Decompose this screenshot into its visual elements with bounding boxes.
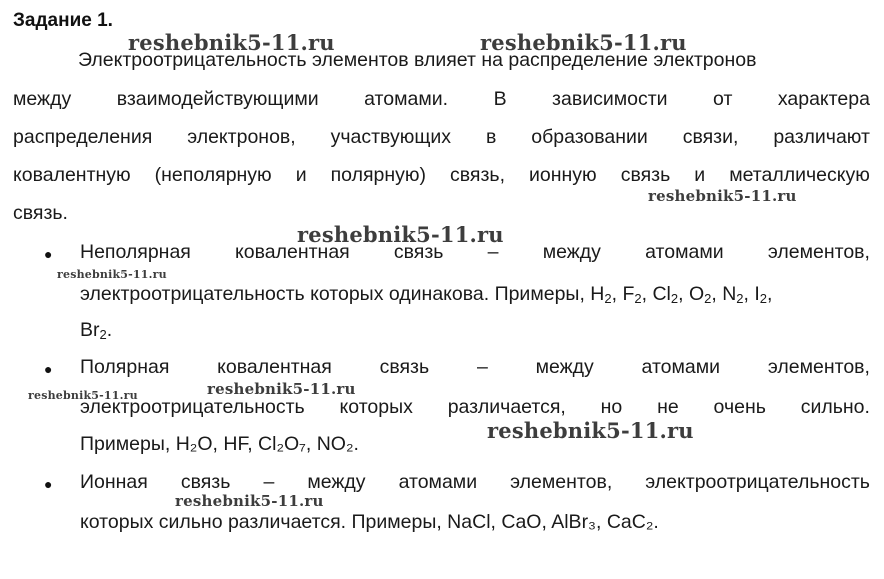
formula: $N_2$ bbox=[722, 283, 744, 306]
word: атомами bbox=[641, 356, 721, 378]
intro-line-4 bbox=[13, 163, 870, 187]
watermark: reshebnik5-11.ru bbox=[28, 389, 138, 402]
word: и bbox=[694, 164, 706, 186]
word: и bbox=[295, 164, 307, 186]
word: связь bbox=[379, 356, 430, 378]
formula: $Cl_2$ bbox=[652, 283, 679, 306]
formula: $H_2$ bbox=[590, 283, 612, 306]
word: характера bbox=[777, 88, 870, 110]
watermark: reshebnik5-11.ru bbox=[648, 187, 797, 205]
word: связи, bbox=[682, 126, 739, 148]
word: ковалентная bbox=[217, 356, 332, 378]
word: связь bbox=[393, 241, 444, 263]
bullet-2-line-3 bbox=[80, 432, 359, 456]
bullet-1-formulas: $H_2$, $F_2$, $Cl_2$, $O_2$, $N_2$, $I_2$, bbox=[590, 283, 773, 306]
word: ионную bbox=[529, 164, 597, 186]
word: Ионная bbox=[80, 471, 148, 493]
bullet-3-line-1 bbox=[80, 470, 870, 494]
word: – bbox=[476, 356, 488, 378]
formula: $F_2$ bbox=[622, 283, 642, 306]
word: элементов, bbox=[767, 356, 870, 378]
word: сильно. bbox=[800, 396, 870, 418]
word: взаимодействующими bbox=[116, 88, 319, 110]
word: между bbox=[307, 471, 366, 493]
word: – bbox=[263, 471, 275, 493]
intro-line-1: Электроотрицательность элементов влияет на распределение электронов bbox=[78, 49, 757, 71]
word: В bbox=[493, 88, 507, 110]
word: – bbox=[487, 241, 499, 263]
watermark: reshebnik5-11.ru bbox=[297, 222, 504, 247]
task-title: Задание 1. bbox=[13, 10, 113, 31]
word: электронов, bbox=[187, 126, 296, 148]
bullet-1-line-2 bbox=[80, 282, 772, 306]
bullet-marker-3: ● bbox=[44, 476, 53, 492]
bullet-marker-2: ● bbox=[44, 361, 53, 377]
word: различается, bbox=[447, 396, 566, 418]
intro-line-5: связь. bbox=[13, 202, 68, 224]
word: элементов, bbox=[767, 241, 870, 263]
word: различают bbox=[773, 126, 870, 148]
word: очень bbox=[713, 396, 766, 418]
word: распределения bbox=[13, 126, 153, 148]
bullet-1-text: электроотрицательность которых одинакова. Примеры, bbox=[80, 283, 591, 305]
bullet-2-prefix: Примеры, bbox=[80, 433, 176, 455]
word: между bbox=[535, 356, 594, 378]
word: (неполярную bbox=[154, 164, 272, 186]
word: электроотрицательность bbox=[80, 396, 305, 418]
word: между bbox=[542, 241, 601, 263]
word: ковалентную bbox=[13, 164, 131, 186]
word: атомами bbox=[645, 241, 724, 263]
bullet-2-line-1 bbox=[80, 355, 870, 379]
word: образовании bbox=[531, 126, 648, 148]
word: не bbox=[657, 396, 679, 418]
word: между bbox=[13, 88, 72, 110]
word: элементов, bbox=[510, 471, 613, 493]
watermark: reshebnik5-11.ru bbox=[487, 418, 694, 443]
word: атомами bbox=[398, 471, 478, 493]
word: электроотрицательность bbox=[645, 471, 870, 493]
word: Неполярная bbox=[80, 241, 191, 263]
watermark: reshebnik5-11.ru bbox=[175, 492, 324, 510]
formula: $I_2$ bbox=[754, 283, 768, 306]
word: которых bbox=[339, 396, 413, 418]
word: от bbox=[713, 88, 733, 110]
word: в bbox=[485, 126, 497, 148]
bullet-marker-1: ● bbox=[44, 246, 53, 262]
word: Полярная bbox=[80, 356, 170, 378]
word: ковалентная bbox=[235, 241, 350, 263]
formula: $Br_2$ bbox=[80, 319, 107, 342]
word: связь, bbox=[450, 164, 506, 186]
bullet-3-line-2: которых сильно различается. Примеры, NaCl, CaO, AlBr₃, CaC₂. bbox=[80, 511, 659, 533]
word: атомами. bbox=[364, 88, 449, 110]
watermark: reshebnik5-11.ru bbox=[207, 380, 356, 398]
formula: $O_2$ bbox=[688, 283, 712, 306]
word: полярную) bbox=[330, 164, 427, 186]
word: связь bbox=[180, 471, 231, 493]
word: металлическую bbox=[729, 164, 870, 186]
intro-line-2 bbox=[13, 87, 870, 111]
intro-line-3 bbox=[13, 125, 870, 149]
word: связь bbox=[620, 164, 671, 186]
bullet-1-line-3: $Br_2$. bbox=[80, 319, 113, 342]
word: но bbox=[600, 396, 623, 418]
bullet-2-line-2 bbox=[80, 395, 870, 419]
bullet-2-formulas: H₂O, HF, Cl₂O₇, NO₂. bbox=[175, 433, 359, 455]
watermark: reshebnik5-11.ru bbox=[480, 30, 687, 55]
word: зависимости bbox=[552, 88, 668, 110]
watermark: reshebnik5-11.ru bbox=[128, 30, 335, 55]
word: участвующих bbox=[330, 126, 452, 148]
watermark: reshebnik5-11.ru bbox=[57, 268, 167, 281]
